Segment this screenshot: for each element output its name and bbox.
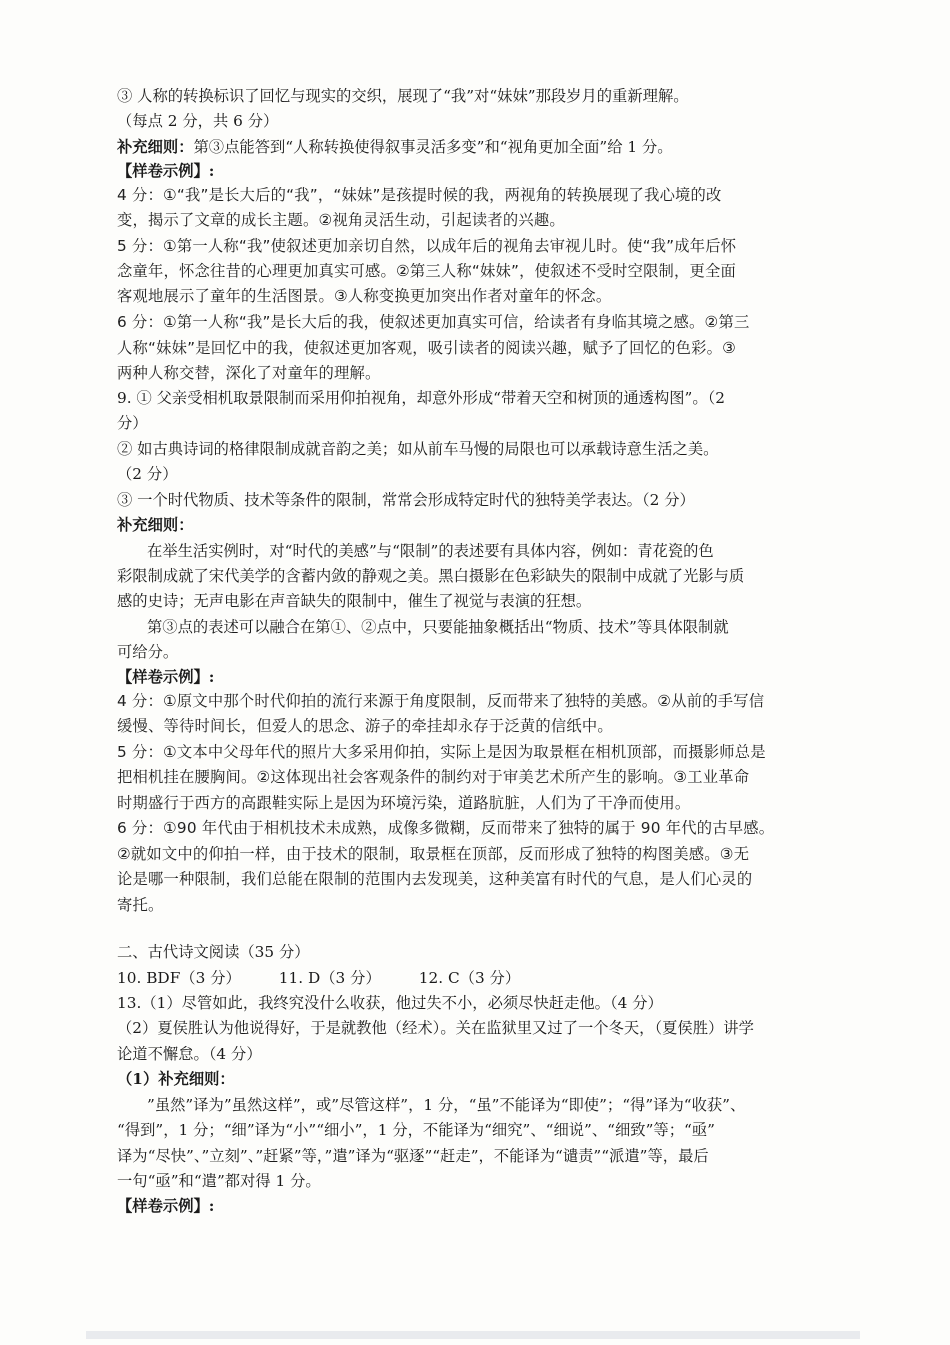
text-line: ③ 人称的转换标识了回忆与现实的交织，展现了“我”对“妹妹”那段岁月的重新理解。	[117, 87, 689, 105]
answers-10-12	[117, 968, 829, 988]
sample-line: 6 分：①90 年代由于相机技术未成熟，成像多微糊，反而带来了独特的属于 90 年代的古早感。	[117, 819, 775, 837]
sample-line: 4 分：①原文中那个时代仰拍的流行来源于角度限制，反而带来了独特的美感。②从前的手写信	[117, 692, 765, 710]
question-9-answer: 9. ① 父亲受相机取景限制而采用仰拍视角，却意外形成“带着天空和树顶的通透构图”。（2	[117, 389, 726, 407]
sample-line: 把相机挂在腰胸间。②这体现出社会客观条件的制约对于审美艺术所产生的影响。③工业革命	[117, 768, 750, 786]
sample-line: 5 分：①文本中父母年代的照片大多采用仰拍，实际上是因为取景框在相机顶部，而摄影师总是	[117, 743, 766, 761]
text-line: （2 分）	[117, 465, 178, 483]
sample-line: 论是哪一种限制，我们总能在限制的范围内去发现美，这种美富有时代的气息，是人们心灵的	[117, 870, 753, 888]
text-line: 感的史诗；无声电影在声音缺失的限制中，催生了视觉与表演的狂想。	[117, 592, 592, 610]
text-line: “得到”，1 分；“细”译为“小”“细小”，1 分，不能译为“细究”、“细说”、“细致”等；“亟”	[117, 1121, 715, 1139]
sample-line: 变，揭示了文章的成长主题。②视角灵活生动，引起读者的兴趣。	[117, 211, 565, 229]
text-line: 彩限制成就了宋代美学的含蓄内敛的静观之美。黑白摄影在色彩缺失的限制中成就了光影与质	[117, 567, 745, 585]
sample-line: 寄托。	[117, 896, 164, 914]
text-line: 分）	[117, 414, 148, 432]
sample-line: 5 分：①第一人称“我”使叙述更加亲切自然，以成年后的视角去审视儿时。使“我”成年后怀	[117, 237, 737, 255]
text-line: 译为“尽快”、”立刻”、”赶紧”等，”遣”译为“驱逐”“赶走”，不能译为“谴责”“派遣”等，最后	[117, 1147, 709, 1165]
answer-10: 10. BDF（3 分）	[117, 969, 241, 987]
sample-line: 缓慢、等待时间长，但爱人的思念、游子的牵挂却永存于泛黄的信纸中。	[117, 717, 613, 735]
sample-line: 两种人称交替，深化了对童年的理解。	[117, 364, 381, 382]
sample-line: 念童年，怀念往昔的心理更加真实可感。②第三人称“妹妹”，使叙述不受时空限制，更全面	[117, 262, 737, 280]
supplement-rule-heading: 补充细则：	[117, 138, 194, 156]
text-line: 第③点的表述可以融合在第①、②点中，只要能抽象概括出“物质、技术”等具体限制就	[147, 618, 729, 636]
sample-line: 6 分：①第一人称“我”是长大后的我，使叙述更加真实可信，给读者有身临其境之感。②第三	[117, 313, 750, 331]
text-line: ”虽然”译为”虽然这样”，或”尽管这样”，1 分，“虽”不能译为“即使”；“得”译为“收获”、	[147, 1096, 746, 1114]
text-line: （2）夏侯胜认为他说得好，于是就教他（经术）。关在监狱里又过了一个冬天，（夏侯胜）讲学	[117, 1019, 754, 1037]
text-line: ③ 一个时代物质、技术等条件的限制，常常会形成特定时代的独特美学表达。（2 分）	[117, 491, 695, 509]
answer-11: 11. D（3 分）	[278, 969, 381, 987]
sample-line: 4 分：①“我”是长大后的“我”，“妹妹”是孩提时候的我，两视角的转换展现了我心境的改	[117, 186, 722, 204]
text-line: 在举生活实例时，对“时代的美感”与“限制”的表述要有具体内容，例如：青花瓷的色	[147, 542, 714, 560]
sample-line: 人称“妹妹”是回忆中的我，使叙述更加客观，吸引读者的阅读兴趣，赋予了回忆的色彩。③	[117, 339, 737, 357]
sample-heading: 【样卷示例】:	[117, 668, 215, 686]
sample-line: ②就如文中的仰拍一样，由于技术的限制，取景框在顶部，反而形成了独特的构图美感。③无	[117, 845, 750, 863]
text-line: 论道不懈怠。（4 分）	[117, 1045, 262, 1063]
sample-heading: 【样卷示例】:	[117, 162, 215, 180]
supplement-rule-text: 第③点能答到“人称转换使得叙事灵活多变”和“视角更加全面”给 1 分。	[193, 138, 673, 156]
text-line: 可给分。	[117, 643, 179, 661]
sample-line: 客观地展示了童年的生活图景。③人称变换更加突出作者对童年的怀念。	[117, 287, 612, 305]
text-line: 一句“亟”和“遣”都对得 1 分。	[117, 1172, 321, 1190]
text-line: （每点 2 分，共 6 分）	[117, 112, 279, 130]
supplement-rule-line	[117, 137, 829, 157]
sample-line: 时期盛行于西方的高跟鞋实际上是因为环境污染，道路肮脏，人们为了干净而使用。	[117, 794, 691, 812]
question-13-answer: 13.（1）尽管如此，我终究没什么收获，他过失不小，必须尽快赶走他。（4 分）	[117, 994, 663, 1012]
section-heading: 二、古代诗文阅读（35 分）	[117, 943, 310, 961]
sample-heading: 【样卷示例】:	[117, 1197, 215, 1215]
supplement-rule-heading: 补充细则：	[117, 516, 194, 534]
text-line: ② 如古典诗词的格律限制成就音韵之美；如从前车马慢的局限也可以承载诗意生活之美。	[117, 440, 719, 458]
supplement-rule-heading: （1）补充细则：	[117, 1070, 235, 1088]
answer-12: 12. C（3 分）	[418, 969, 521, 987]
page-bottom-edge	[86, 1331, 860, 1339]
